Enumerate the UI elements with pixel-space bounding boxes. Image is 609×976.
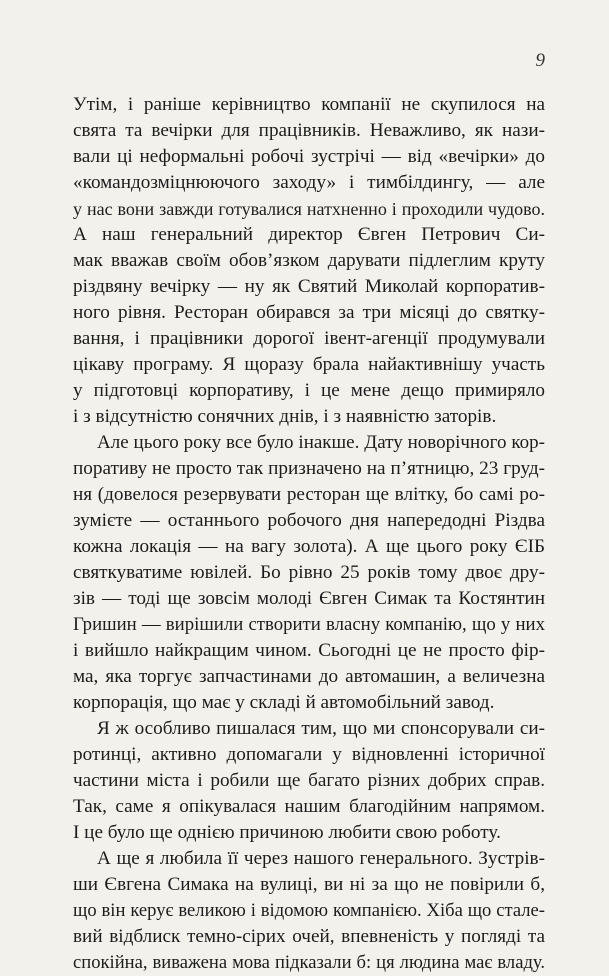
text-line: різдвяну вечірку — ну як Святий Миколай корпоратив- <box>73 276 545 297</box>
text-line: і з відсутністю сонячних днів, і з наявністю заторів. <box>73 406 497 427</box>
text-line: ши Євгена Симака на вулиці, ви ні за що не повірили б, <box>73 874 545 895</box>
text-line: ного рівня. Ресторан обирався за три місяці до святку- <box>73 302 545 323</box>
text-line: ротинці, активно допомагали у відновленні історичної <box>73 744 545 765</box>
text-line: «командозміцнюючого заходу» і тимбілдингу, — але <box>73 172 545 193</box>
text-line: вий відблиск темно-сірих очей, впевненість у погляді та <box>73 926 545 947</box>
text-line: зів — тоді ще зовсім молоді Євген Симак та Костянтин <box>73 588 545 609</box>
text-line: Гришин — вирішили створити власну компанію, що у них <box>73 614 545 635</box>
text-line: вання, і працівники дорогої івент-агенції продумували <box>73 328 545 349</box>
text-line: вали ці неформальні робочі зустрічі — від «вечірки» до <box>73 146 545 167</box>
text-line: ня (довелося резервувати ресторан ще влітку, бо самі ро- <box>73 484 545 505</box>
text-line: мак вважав своїм обов’язком дарувати підлеглим круту <box>73 250 545 271</box>
text-line: поративу не просто так призначено на п’ятницю, 23 груд- <box>73 458 545 479</box>
text-line: Але цього року все було інакше. Дату новорічного кор- <box>97 432 545 453</box>
text-line: ма, яка торгує запчастинами до автомашин, а величезна <box>73 666 545 687</box>
body-text <box>73 92 545 976</box>
text-line: що він керує великою і відомою компанією. Хіба що стале- <box>73 900 545 921</box>
text-line: зумієте — останнього робочого дня напередодні Різдва <box>73 510 545 531</box>
text-line: частини міста і робили ще багато різних добрих справ. <box>73 770 545 791</box>
page-number: 9 <box>535 50 545 71</box>
text-line: святкуватиме ювілей. Бо рівно 25 років тому двоє дру- <box>73 562 545 583</box>
text-line: Утім, і раніше керівництво компанії не скупилося на <box>73 94 545 115</box>
text-line: спокійна, виважена мова підказали б: ця людина має владу. <box>73 952 545 973</box>
text-line: І це було ще однією причиною любити свою роботу. <box>73 822 501 843</box>
text-line: і вийшло найкращим чином. Сьогодні це не просто фір- <box>73 640 545 661</box>
text-line: Так, саме я опікувалася нашим благодійним напрямом. <box>73 796 545 817</box>
text-line: Я ж особливо пишалася тим, що ми спонсорували си- <box>97 718 545 739</box>
text-line: свята та вечірки для працівників. Неважливо, як нази- <box>73 120 545 141</box>
text-line: кожна локація — на вагу золота). А ще цього року ЄІБ <box>73 536 545 557</box>
text-line: А ще я любила її через нашого генерального. Зустрів- <box>97 848 545 869</box>
text-line: А наш генеральний директор Євген Петрович Си- <box>73 224 545 245</box>
text-line: у нас вони завжди готувалися натхненно і проходили чудово. <box>73 199 545 219</box>
text-line: у підготовці корпоративу, і це мене дещо примиряло <box>73 380 545 401</box>
text-line: корпорація, що має у складі й автомобільний завод. <box>73 692 495 713</box>
text-line: цікаву програму. Я щоразу брала найактивнішу участь <box>73 354 545 375</box>
